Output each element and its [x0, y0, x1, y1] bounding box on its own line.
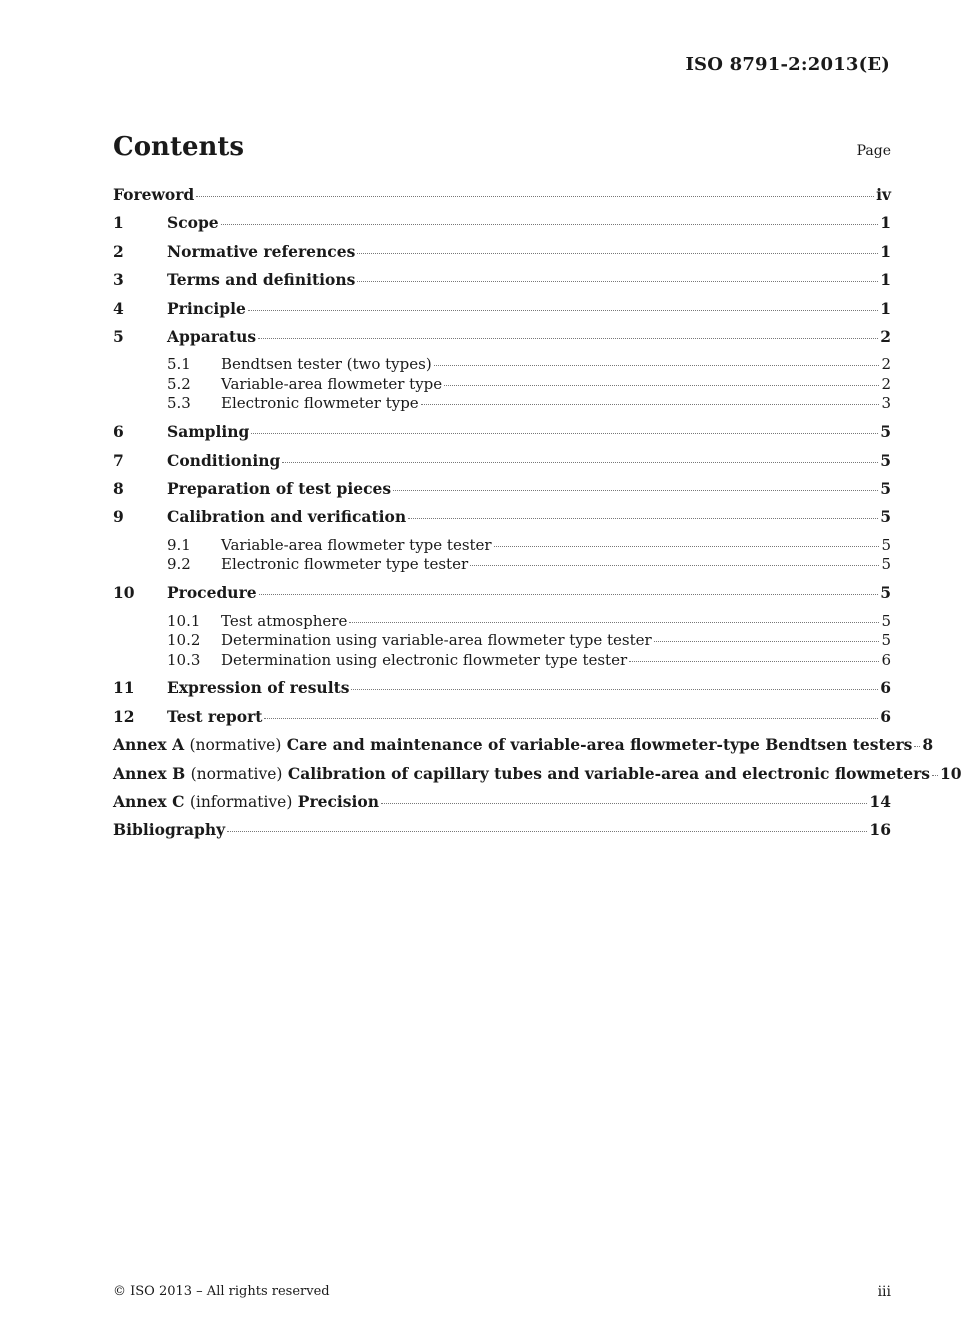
document-id: ISO 8791-2:2013(E) [685, 54, 890, 75]
dot-leader [434, 365, 880, 366]
toc-entry-title: Normative references [167, 241, 356, 261]
toc-entry-page: 5 [881, 555, 891, 574]
dot-leader [629, 661, 879, 662]
toc-entry[interactable] [113, 536, 891, 556]
toc-entry-title: Determination using variable-area flowmeter type tester [221, 631, 652, 650]
toc-entry[interactable] [113, 451, 891, 471]
toc-entry-number: 5.3 [167, 394, 191, 413]
toc-entry-page: 16 [869, 820, 891, 840]
toc-entry-page: iv [876, 185, 891, 204]
toc-entry-title: Electronic flowmeter type [221, 394, 419, 413]
dot-leader [470, 565, 879, 566]
toc-entry[interactable] [113, 213, 891, 233]
toc-entry-number: 5 [113, 326, 124, 346]
bibliography-title: Bibliography [113, 820, 226, 840]
toc-entry-title: Variable-area flowmeter type tester [221, 535, 492, 554]
toc-entry-title: Conditioning [167, 450, 281, 470]
dot-leader [248, 310, 878, 311]
toc-entry-page: 5 [880, 450, 891, 470]
toc-entry-number: 11 [113, 678, 135, 698]
toc-entry-title: Variable-area flowmeter type [221, 374, 443, 393]
toc-entry-page: 5 [881, 631, 891, 650]
contents-heading-row [113, 132, 891, 162]
table-of-contents [113, 185, 962, 849]
dot-leader [227, 831, 867, 832]
toc-entry[interactable] [113, 479, 891, 499]
toc-entry-number: 10.3 [167, 650, 201, 669]
page-number: iii [877, 1284, 891, 1300]
toc-entry[interactable] [113, 242, 891, 262]
toc-entry-page: 5 [880, 507, 891, 527]
toc-entry-title: Foreword [113, 185, 195, 204]
toc-entry-title: Expression of results [167, 678, 350, 698]
dot-leader [258, 338, 878, 339]
dot-leader [393, 490, 878, 491]
page-column-label: Page [856, 143, 891, 159]
dot-leader [494, 546, 880, 547]
annex-label: Annex A [113, 735, 185, 755]
copyright-notice: © ISO 2013 – All rights reserved [113, 1284, 330, 1299]
toc-entry-number: 10 [113, 583, 135, 603]
annex-type: (informative) [189, 793, 293, 812]
toc-entry-number: 9.1 [167, 535, 191, 554]
toc-entry-number: 7 [113, 450, 124, 470]
toc-entry[interactable] [113, 707, 891, 727]
toc-entry-number: 6 [113, 422, 124, 442]
dot-leader [351, 689, 878, 690]
toc-entry-number: 12 [113, 706, 135, 726]
toc-entry-page: 2 [881, 355, 891, 374]
toc-entry-page: 5 [881, 535, 891, 554]
annex-title: Care and maintenance of variable-area flowmeter-type Bendtsen testers [286, 735, 913, 755]
toc-entry-title: Sampling [167, 422, 250, 442]
toc-entry-number: 1 [113, 213, 124, 233]
toc-entry-number: 10.2 [167, 631, 201, 650]
toc-entry-number: 9 [113, 507, 124, 527]
toc-entry-title: Preparation of test pieces [167, 479, 392, 499]
dot-leader [654, 641, 880, 642]
annex-title: Calibration of capillary tubes and variable-area and electronic flowmeters [287, 763, 930, 783]
toc-entry-title: Apparatus [167, 326, 257, 346]
toc-entry[interactable] [113, 299, 891, 319]
dot-leader [349, 622, 879, 623]
dot-leader [914, 746, 920, 747]
toc-entry-title: Terms and definitions [167, 270, 356, 290]
toc-entry-title: Procedure [167, 583, 257, 603]
toc-entry-number: 5.1 [167, 355, 191, 374]
dot-leader [221, 224, 879, 225]
toc-entry-page: 5 [880, 583, 891, 603]
toc-entry-page: 1 [880, 241, 891, 261]
toc-annex-entry[interactable] [113, 763, 962, 784]
toc-entry[interactable] [113, 185, 891, 205]
toc-entry-page: 5 [880, 422, 891, 442]
dot-leader [264, 718, 878, 719]
toc-entry-page: 3 [881, 394, 891, 413]
toc-entry-number: 5.2 [167, 374, 191, 393]
toc-entry-title: Test atmosphere [221, 611, 348, 630]
dot-leader [282, 462, 878, 463]
toc-entry-title: Scope [167, 213, 219, 233]
toc-entry[interactable] [113, 583, 891, 603]
annex-type: (normative) [189, 736, 282, 755]
dot-leader [444, 385, 879, 386]
toc-entry-title: Principle [167, 298, 246, 318]
toc-entry-page: 2 [880, 326, 891, 346]
toc-entry-page: 6 [881, 650, 891, 669]
dot-leader [932, 775, 938, 776]
toc-annex-entry[interactable] [113, 792, 891, 812]
toc-entry-title: Bendtsen tester (two types) [221, 355, 432, 374]
toc-entry-number: 10.1 [167, 611, 201, 630]
toc-entry-page: 2 [881, 374, 891, 393]
contents-title: Contents [113, 132, 245, 162]
annex-type: (normative) [190, 764, 283, 783]
toc-entry-title: Calibration and verification [167, 507, 407, 527]
annex-label: Annex C [113, 792, 185, 812]
toc-entry-page: 6 [880, 678, 891, 698]
dot-leader [408, 518, 878, 519]
toc-entry-title: Test report [167, 706, 263, 726]
toc-entry-page: 1 [880, 270, 891, 290]
toc-entry-page: 6 [880, 706, 891, 726]
page-footer [113, 1284, 891, 1300]
toc-entry[interactable] [113, 270, 891, 290]
toc-entry[interactable] [113, 678, 891, 698]
toc-entry-page: 1 [880, 298, 891, 318]
dot-leader [259, 594, 879, 595]
dot-leader [357, 281, 878, 282]
toc-entry-number: 3 [113, 270, 124, 290]
toc-entry-page: 1 [880, 213, 891, 233]
dot-leader [381, 803, 867, 804]
toc-entry[interactable] [113, 612, 891, 632]
toc-entry-title: Determination using electronic flowmeter type tester [221, 650, 628, 669]
toc-entry[interactable] [113, 555, 891, 575]
toc-entry[interactable] [113, 507, 891, 527]
toc-entry-number: 9.2 [167, 555, 191, 574]
dot-leader [196, 196, 874, 197]
toc-entry-page: 5 [881, 611, 891, 630]
toc-entry-page: 8 [922, 735, 934, 755]
toc-entry[interactable] [113, 651, 891, 671]
toc-entry[interactable] [113, 375, 891, 395]
toc-annex-entry[interactable] [113, 735, 934, 755]
toc-entry-title: Electronic flowmeter type tester [221, 555, 469, 574]
toc-entry-page: 10 [939, 763, 962, 783]
toc-entry[interactable] [113, 422, 891, 442]
toc-entry-page: 14 [869, 792, 891, 812]
toc-entry[interactable] [113, 394, 891, 414]
toc-entry[interactable] [113, 355, 891, 375]
toc-entry-page: 5 [880, 479, 891, 499]
toc-entry-number: 8 [113, 479, 124, 499]
dot-leader [251, 433, 878, 434]
dot-leader [357, 253, 878, 254]
toc-entry-number: 4 [113, 298, 124, 318]
annex-title: Precision [297, 792, 380, 812]
toc-entry[interactable] [113, 327, 891, 347]
annex-label: Annex B [113, 763, 186, 783]
toc-entry-number: 2 [113, 241, 124, 261]
toc-entry[interactable] [113, 631, 891, 651]
dot-leader [421, 404, 880, 405]
toc-bibliography-entry[interactable] [113, 820, 891, 840]
